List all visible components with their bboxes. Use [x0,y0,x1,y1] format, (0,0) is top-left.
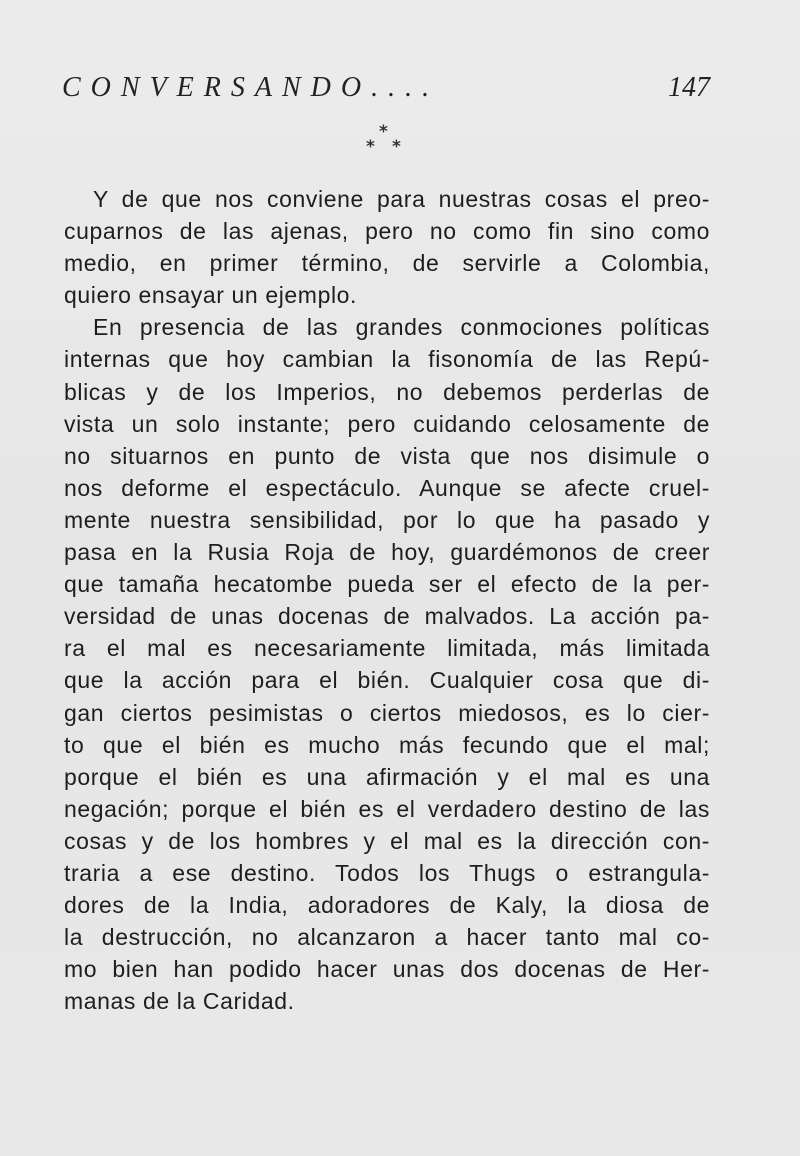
text-line: to que el bién es mucho más fecundo que el mal; [64,731,710,758]
asterism-section-break [366,124,406,168]
page-header [62,72,710,112]
text-line: cosas y de los hombres y el mal es la dirección con- [64,827,710,854]
text-line: cuparnos de las ajenas, pero no como fin sino como [64,218,710,245]
text-line: porque el bién es una afirmación y el mal es una [64,763,710,790]
text-line: versidad de unas docenas de malvados. La acción pa- [64,603,710,630]
text-line: manas de la Caridad. [64,988,295,1015]
text-line: Y de que nos conviene para nuestras cosas el preo- [93,186,710,212]
text-line: internas que hoy cambian la fisonomía de las Repú- [64,346,710,373]
text-line: mente nuestra sensibilidad, por lo que ha pasado y [64,506,710,533]
text-line: mo bien han podido hacer unas dos docenas de Her- [64,956,710,983]
text-line: vista un solo instante; pero cuidando celosamente de [64,410,710,437]
running-title: CONVERSANDO.... [62,72,440,103]
page-number: 147 [668,72,710,103]
text-line: quiero ensayar un ejemplo. [64,282,358,309]
text-line: traria a ese destino. Todos los Thugs o estrangula- [64,859,710,886]
text-line: que tamaña hecatombe pueda ser el efecto de la per- [64,571,710,598]
text-line: la destrucción, no alcanzaron a hacer tanto mal co- [64,924,710,951]
text-line: no situarnos en punto de vista que nos disimule o [64,442,710,469]
text-line: dores de la India, adoradores de Kaly, la diosa de [64,892,710,919]
asterism-star-left: * [366,137,375,157]
text-line: blicas y de los Imperios, no debemos perderlas de [64,378,710,405]
text-line: que la acción para el bién. Cualquier cosa que di- [64,667,710,694]
text-line: nos deforme el espectáculo. Aunque se afecte cruel- [64,474,710,501]
text-line: pasa en la Rusia Roja de hoy, guardémonos de creer [64,539,710,566]
text-line: medio, en primer término, de servirle a Colombia, [64,250,710,277]
body-text [64,183,710,1017]
asterism-star-top: * [379,122,388,142]
text-line: negación; porque el bién es el verdadero destino de las [64,795,710,822]
text-line: En presencia de las grandes conmociones políticas [93,314,710,341]
text-line: gan ciertos pesimistas o ciertos miedosos, es lo cier- [64,699,710,726]
text-line: ra el mal es necesariamente limitada, más limitada [64,635,710,662]
asterism-star-right: * [392,137,401,157]
